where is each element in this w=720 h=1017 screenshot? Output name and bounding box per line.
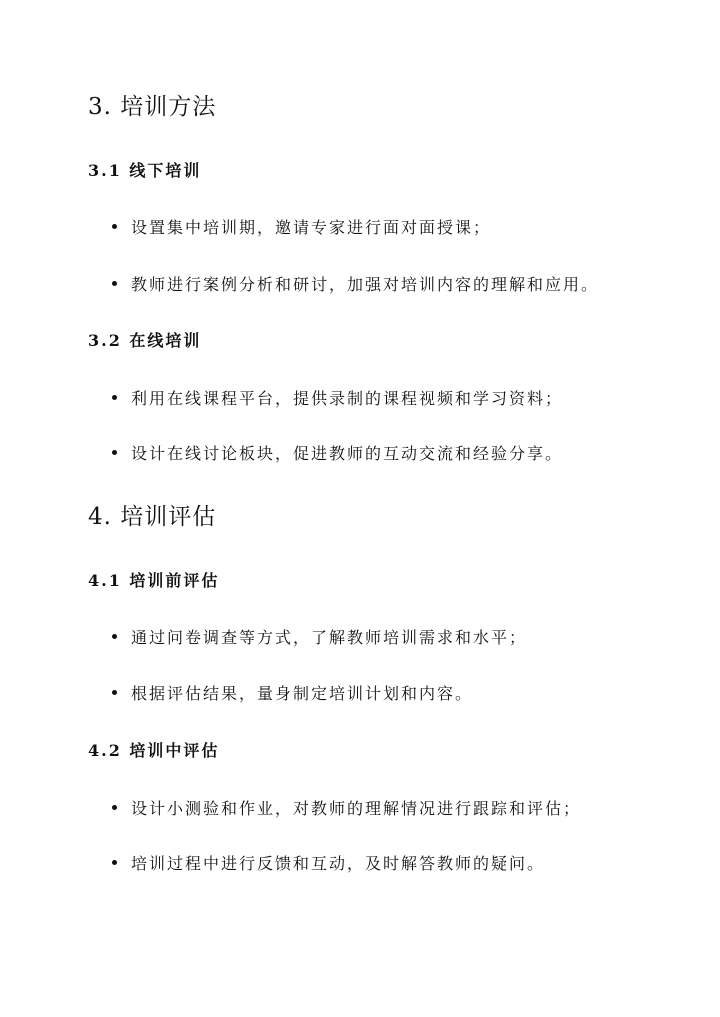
section-heading-training-evaluation: 4. 培训评估 bbox=[88, 504, 217, 530]
list-item bbox=[112, 851, 545, 874]
subsection-heading-offline-training: 3.1 线下培训 bbox=[88, 161, 202, 180]
list-item-text: 教师进行案例分析和研讨，加强对培训内容的理解和应用。 bbox=[131, 275, 600, 294]
list-item bbox=[112, 272, 599, 295]
list-item bbox=[112, 215, 491, 238]
list-item-text: 设计小测验和作业，对教师的理解情况进行跟踪和评估； bbox=[131, 799, 582, 818]
bullet-icon bbox=[112, 224, 117, 229]
bullet-icon bbox=[112, 281, 117, 286]
list-item-text: 设计在线讨论板块，促进教师的互动交流和经验分享。 bbox=[131, 444, 564, 463]
list-item-text: 设置集中培训期，邀请专家进行面对面授课； bbox=[131, 218, 492, 237]
subsection-heading-online-training: 3.2 在线培训 bbox=[88, 331, 202, 350]
list-item-text: 通过问卷调查等方式，了解教师培训需求和水平； bbox=[131, 628, 528, 647]
list-item-text: 利用在线课程平台，提供录制的课程视频和学习资料； bbox=[131, 389, 564, 408]
list-item-text: 培训过程中进行反馈和互动，及时解答教师的疑问。 bbox=[131, 854, 546, 873]
list-item bbox=[112, 796, 581, 819]
bullet-icon bbox=[112, 634, 117, 639]
subsection-heading-pre-training-evaluation: 4.1 培训前评估 bbox=[88, 571, 220, 590]
bullet-icon bbox=[112, 690, 117, 695]
bullet-icon bbox=[112, 805, 117, 810]
section-heading-training-methods: 3. 培训方法 bbox=[88, 94, 217, 120]
subsection-heading-mid-training-evaluation: 4.2 培训中评估 bbox=[88, 741, 220, 760]
bullet-icon bbox=[112, 450, 117, 455]
bullet-icon bbox=[112, 395, 117, 400]
bullet-icon bbox=[112, 860, 117, 865]
list-item bbox=[112, 386, 563, 409]
list-item bbox=[112, 441, 563, 464]
list-item bbox=[112, 681, 473, 704]
list-item-text: 根据评估结果，量身制定培训计划和内容。 bbox=[131, 684, 474, 703]
list-item bbox=[112, 625, 527, 648]
